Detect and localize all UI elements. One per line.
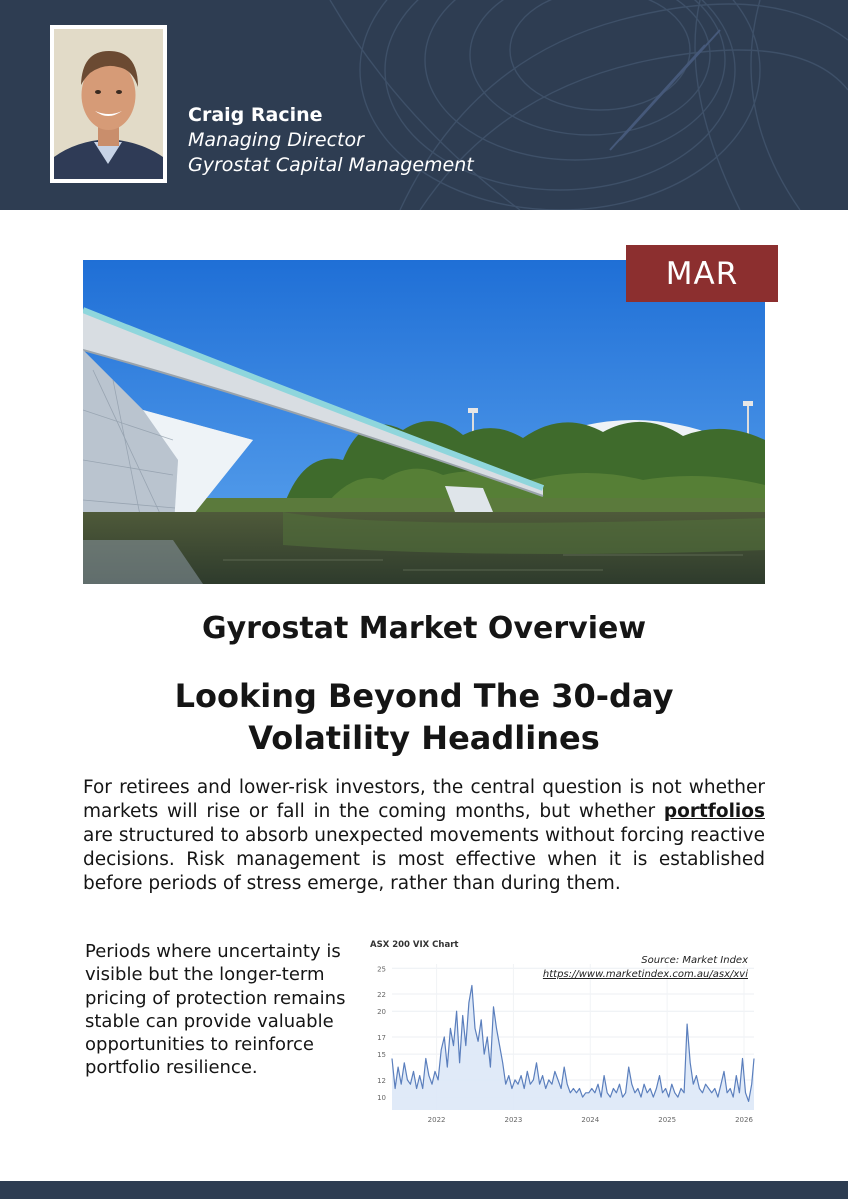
x-tick-label: 2026: [735, 1116, 753, 1124]
portfolios-link[interactable]: portfolios: [663, 801, 765, 822]
chart-source-label: Source: Market Index: [641, 955, 748, 966]
author-photo-frame: [50, 25, 167, 183]
y-tick-label: 20: [377, 1008, 386, 1017]
vix-chart: [366, 938, 764, 1130]
x-tick-label: 2024: [581, 1116, 600, 1124]
y-tick-label: 17: [377, 1034, 386, 1042]
month-badge: MAR: [626, 245, 778, 302]
y-tick-label: 22: [377, 991, 386, 1000]
author-header: [0, 0, 848, 210]
section-kicker: Gyrostat Market Overview: [201, 611, 647, 646]
headline-line-2: Volatility Headlines: [248, 719, 600, 757]
bridge-illustration: [83, 260, 765, 584]
x-tick-label: 2025: [658, 1116, 677, 1124]
side-paragraph: Periods where uncertainty is visible but the longer-term pricing of protection remains stable can provide valuable opportunities to reinforce portfolio resilience.: [85, 941, 346, 1079]
headline-line-1: Looking Beyond The 30-day: [174, 677, 674, 715]
vix-chart-canvas: [366, 938, 764, 1130]
x-tick-label: 2023: [504, 1116, 523, 1124]
x-tick-label: 2022: [427, 1116, 446, 1124]
y-tick-label: 15: [377, 1051, 386, 1060]
lead-text-after-link: are structured to absorb unexpected movements without forcing reactive decisions. Risk management is most effective when it is established before periods of stress emerge, rather than during them.: [83, 825, 765, 894]
lead-text-before-link: For retirees and lower-risk investors, the central question is not whether markets will rise or fall in the coming months, but whether: [83, 777, 765, 822]
y-tick-label: 10: [377, 1094, 386, 1103]
author-photo: [54, 29, 163, 179]
chart-title: ASX 200 VIX Chart: [370, 940, 459, 950]
lead-paragraph: [83, 776, 765, 896]
hero-photo: [83, 260, 765, 584]
author-role: Managing Director: [188, 129, 364, 151]
y-tick-label: 25: [377, 965, 386, 974]
chart-source-link[interactable]: https://www.marketindex.com.au/asx/xvi: [542, 969, 748, 980]
y-tick-label: 12: [377, 1076, 386, 1085]
author-company: Gyrostat Capital Management: [188, 154, 474, 176]
footer-band: [0, 1181, 848, 1199]
author-name: Craig Racine: [188, 104, 323, 126]
article-headline: [0, 675, 848, 759]
